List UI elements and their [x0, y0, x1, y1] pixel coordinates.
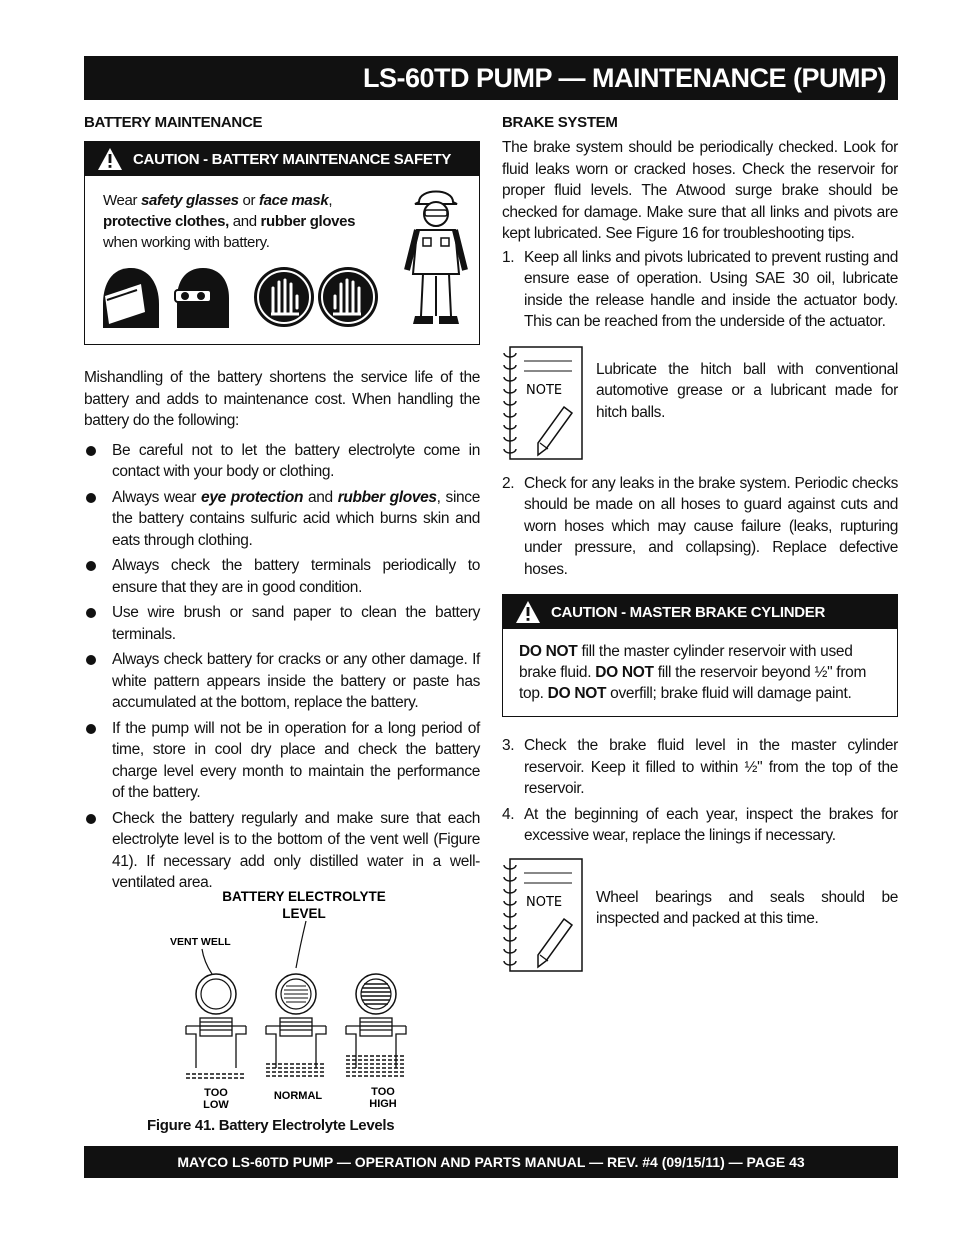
- brake-heading: BRAKE SYSTEM: [502, 114, 618, 131]
- battery-intro: Mishandling of the battery shortens the service life of the battery and adds to maintenance cost. When handling the battery do the following:: [84, 369, 480, 429]
- rubber-gloves-term: rubber gloves: [260, 213, 356, 230]
- list-item: Always wear eye protection and rubber gloves, since the battery contains sulfuric acid which burns skin and eats through clothing.: [84, 487, 480, 552]
- figure-caption: Figure 41. Battery Electrolyte Levels: [147, 1117, 395, 1134]
- battery-caution-box: [84, 141, 480, 345]
- protective-clothes-term: protective clothes,: [103, 213, 229, 230]
- list-item: 1. Keep all links and pivots lubricated to prevent rusting and ensure ease of operation. Using SAE 30 oil, lubricate inside the release handle and inside the actuator body. This can be reached from the underside of the actuator.: [502, 248, 898, 330]
- page-title: LS-60TD PUMP — MAINTENANCE (PUMP): [84, 56, 898, 100]
- caution-header: [85, 142, 479, 176]
- note-text: Lubricate the hitch ball with conventional automotive grease or a lubricant made for hitch balls.: [596, 360, 898, 421]
- note-text: Wheel bearings and seals should be inspected and packed at this time.: [596, 888, 898, 927]
- battery-electrolyte-figure: [150, 884, 430, 1114]
- list-item: Use wire brush or sand paper to clean the battery terminals.: [84, 602, 480, 645]
- bullet-icon: [86, 493, 96, 503]
- note-pad-icon: [502, 345, 584, 461]
- list-item: 2. Check for any leaks in the brake system. Periodic checks should be made on all hoses to guard against cuts and worn hoses which may cause failure (leaks, rupturing under pressure, and collapsing). Replace defective hoses.: [502, 474, 898, 578]
- face-mask-term: face mask: [258, 192, 329, 209]
- safety-glasses-term: safety glasses: [140, 192, 239, 209]
- caution-header: [503, 595, 897, 629]
- svg-text:NOTE: NOTE: [526, 894, 563, 910]
- brake-steps-a: [502, 247, 898, 333]
- caution-title: CAUTION - MASTER BRAKE CYLINDER: [551, 603, 826, 621]
- list-item: Be careful not to let the battery electrolyte come in contact with your body or clothing.: [84, 440, 480, 483]
- bullet-icon: [86, 814, 96, 824]
- battery-bullet-list: [84, 440, 480, 894]
- glove-icon: [317, 266, 379, 328]
- figure-title-line2: LEVEL: [282, 906, 326, 921]
- vent-well-label: VENT WELL: [170, 936, 231, 948]
- warning-icon: [97, 147, 123, 171]
- svg-text:NOTE: NOTE: [526, 382, 563, 398]
- glove-icon: [253, 266, 315, 328]
- bullet-icon: [86, 446, 96, 456]
- battery-heading: BATTERY MAINTENANCE: [84, 114, 263, 131]
- brake-steps-b: [502, 473, 898, 581]
- bullet-icon: [86, 655, 96, 665]
- normal-label: NORMAL: [273, 1090, 323, 1102]
- too-low-label-2: LOW: [203, 1099, 229, 1111]
- battery-section: [84, 110, 480, 898]
- note-pad-icon: [502, 857, 584, 973]
- worker-figure-icon: [401, 184, 471, 328]
- list-item: 4. At the beginning of each year, inspect the brakes for excessive wear, replace the linings if necessary.: [502, 805, 898, 844]
- list-item: If the pump will not be in operation for a long period of time, store in cool dry place and check the battery charge level every month to maintain the performance of the battery.: [84, 718, 480, 804]
- face-shield-icon: [101, 266, 161, 332]
- list-item: Always check the battery terminals periodically to ensure that they are in good condition.: [84, 555, 480, 598]
- caution-text: DO NOT fill the master cylinder reservoir with used brake fluid. DO NOT fill the reservoir beyond ½" from top. DO NOT overfill; brake fluid will damage paint.: [519, 643, 867, 702]
- list-item: 3. Check the brake fluid level in the master cylinder reservoir. Keep it filled to within ½" from the top of the reservoir.: [502, 737, 898, 797]
- list-item: Check the battery regularly and make sure that each electrolyte level is to the bottom of the vent well (Figure 41). If necessary add only distilled water in a well-ventilated area.: [84, 808, 480, 894]
- warning-icon: [515, 600, 541, 624]
- bullet-icon: [86, 561, 96, 571]
- too-high-label-2: HIGH: [369, 1098, 397, 1110]
- page-footer: MAYCO LS-60TD PUMP — OPERATION AND PARTS MANUAL — REV. #4 (09/15/11) — PAGE 43: [84, 1146, 898, 1178]
- brake-section: [502, 110, 898, 985]
- too-high-label-1: TOO: [371, 1086, 395, 1098]
- brake-intro: The brake system should be periodically checked. Look for fluid leaks worn or cracked hoses. Check the reservoir for proper fluid levels. The Atwood surge brake should be checked for damage. Make sure that all links and pivots are kept lubricated. See Figure 16 for troubleshooting tips.: [502, 139, 898, 242]
- figure-title-line1: BATTERY ELECTROLYTE: [222, 889, 386, 904]
- note-block: [502, 345, 898, 461]
- bullet-icon: [86, 724, 96, 734]
- brake-caution-box: [502, 594, 898, 717]
- brake-steps-c: [502, 735, 898, 847]
- bullet-icon: [86, 608, 96, 618]
- note-block: [502, 857, 898, 973]
- safety-glasses-icon: [173, 266, 233, 332]
- caution-title: CAUTION - BATTERY MAINTENANCE SAFETY: [133, 150, 452, 168]
- too-low-label-1: TOO: [204, 1087, 228, 1099]
- caution-text: Wear safety glasses or face mask, protective clothes, and rubber gloves when working with battery.: [103, 192, 356, 251]
- list-item: Always check battery for cracks or any other damage. If white pattern appears inside the battery or paste has accumulated at the bottom, replace the battery.: [84, 649, 480, 714]
